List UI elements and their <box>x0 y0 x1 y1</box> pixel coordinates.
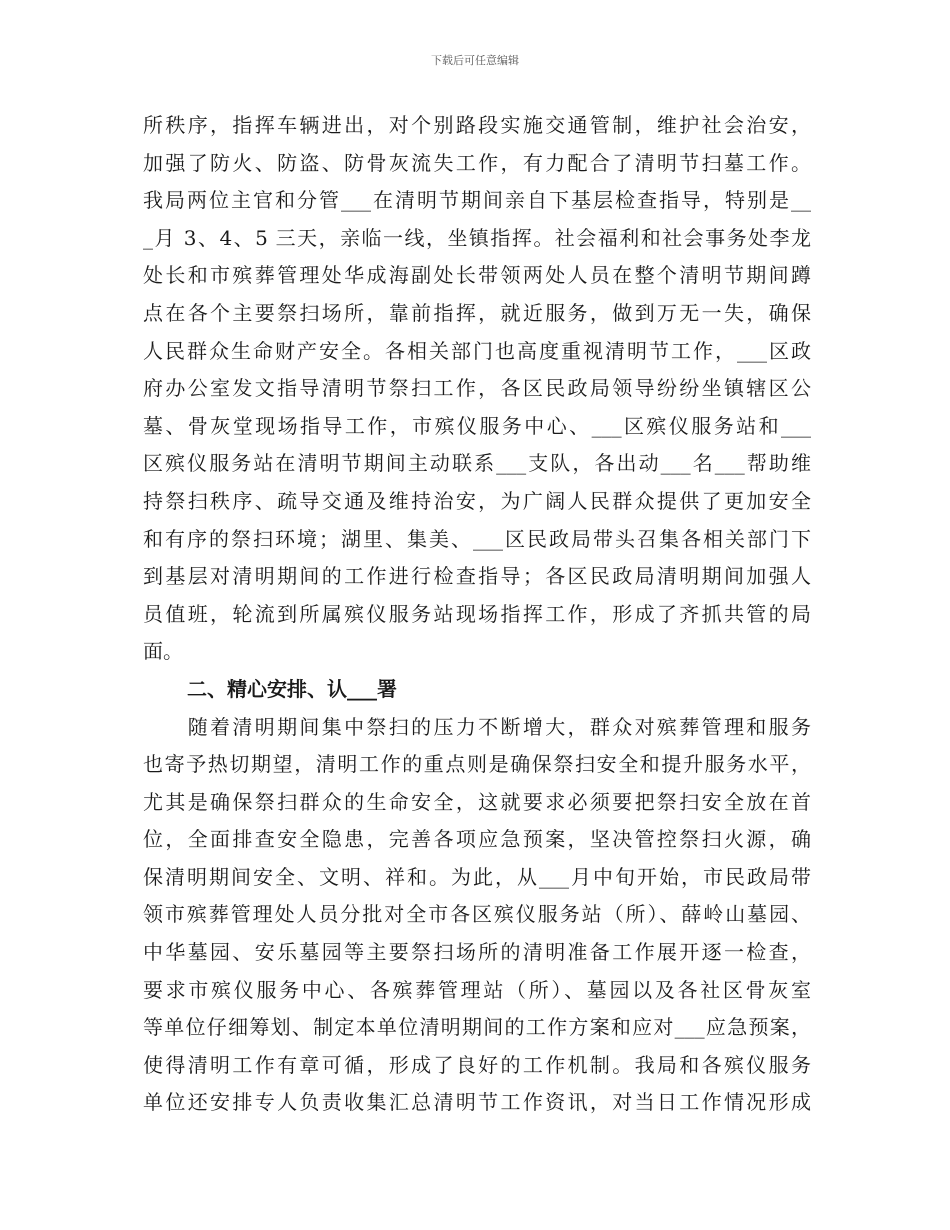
text-line: 持祭扫秩序、疏导交通及维持治安，为广阔人民群众提供了更加安全 <box>143 488 811 513</box>
text-line: 也寄予热切期望，清明工作的重点则是确保祭扫安全和提升服务水平， <box>143 752 811 777</box>
text-line: _月 3、4、5 三天，亲临一线，坐镇指挥。社会福利和社会事务处李龙 <box>143 225 811 250</box>
text-line: 领市殡葬管理处人员分批对全市各区殡仪服务站（所）、薛岭山墓园、 <box>143 902 811 927</box>
text-line: 区殡仪服务站在清明节期间主动联系___支队，各出动___名___帮助维 <box>143 451 811 476</box>
text-line: 保清明期间安全、文明、祥和。为此，从___月中旬开始，市民政局带 <box>143 864 811 889</box>
text-line: 到基层对清明期间的工作进行检查指导；各区民政局清明期间加强人 <box>143 564 811 589</box>
text-line: 我局两位主官和分管___在清明节期间亲自下基层检查指导，特别是__ <box>143 188 811 213</box>
text-line: 墓、骨灰堂现场指导工作，市殡仪服务中心、___区殡仪服务站和___ <box>143 413 811 438</box>
text-line: 和有序的祭扫环境；湖里、集美、___区民政局带头召集各相关部门下 <box>143 526 811 551</box>
text-line: 中华墓园、安乐墓园等主要祭扫场所的清明准备工作展开逐一检查， <box>143 940 811 965</box>
text-line: 面。 <box>143 639 183 664</box>
text-line: 处长和市殡葬管理处华成海副处长带领两处人员在整个清明节期间蹲 <box>143 263 811 288</box>
text-line: 等单位仔细筹划、制定本单位清明期间的工作方案和应对___应急预案， <box>143 1015 811 1040</box>
document-body <box>143 107 811 1122</box>
text-line: 使得清明工作有章可循，形成了良好的工作机制。我局和各殡仪服务 <box>143 1052 811 1077</box>
text-line: 单位还安排专人负责收集汇总清明节工作资讯，对当日工作情况形成 <box>143 1090 811 1115</box>
text-line: 加强了防火、防盗、防骨灰流失工作，有力配合了清明节扫墓工作。 <box>143 150 811 175</box>
text-line: 点在各个主要祭扫场所，靠前指挥，就近服务，做到万无一失，确保 <box>143 300 811 325</box>
text-line: 随着清明期间集中祭扫的压力不断增大，群众对殡葬管理和服务 <box>143 714 811 739</box>
text-line: 所秩序，指挥车辆进出，对个别路段实施交通管制，维护社会治安， <box>143 113 811 137</box>
text-line: 位，全面排查安全隐患，完善各项应急预案，坚决管控祭扫火源，确 <box>143 827 811 852</box>
text-line: 府办公室发文指导清明节祭扫工作，各区民政局领导纷纷坐镇辖区公 <box>143 376 811 401</box>
section-heading: 二、精心安排、认___署 <box>187 676 397 701</box>
text-line: 人民群众生命财产安全。各相关部门也高度重视清明节工作，___区政 <box>143 338 811 363</box>
paragraph <box>143 709 811 1123</box>
paragraph <box>143 107 811 671</box>
text-line: 要求市殡仪服务中心、各殡葬管理站（所）、墓园以及各社区骨灰室 <box>143 977 811 1002</box>
text-line: 尤其是确保祭扫群众的生命安全，这就要求必须要把祭扫安全放在首 <box>143 789 811 814</box>
page-header: 下载后可任意编辑 <box>431 54 519 67</box>
text-line: 员值班，轮流到所属殡仪服务站现场指挥工作，形成了齐抓共管的局 <box>143 601 811 626</box>
